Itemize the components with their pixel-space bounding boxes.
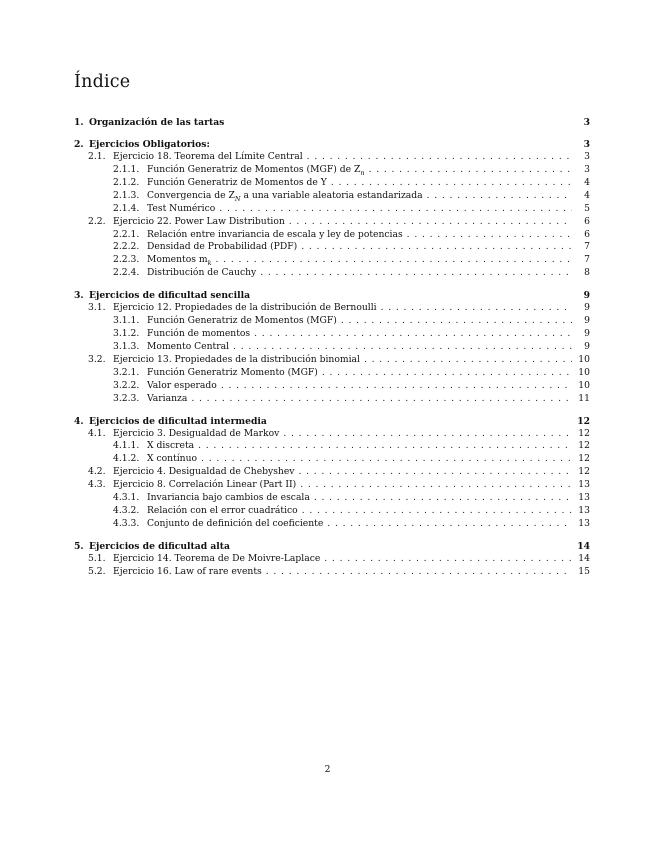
toc-subsubsection-entry[interactable] <box>74 190 590 203</box>
toc-page-number: 7 <box>584 241 590 253</box>
toc-entry-title: X discreta <box>147 440 195 452</box>
toc-entry-number: 3. <box>74 290 84 302</box>
toc-section-entry[interactable] <box>74 116 590 129</box>
toc-subsubsection-entry[interactable] <box>74 315 590 328</box>
toc-page-number: 13 <box>578 479 590 491</box>
toc-subsubsection-entry[interactable] <box>74 492 590 505</box>
toc-subsection-entry[interactable] <box>74 302 590 315</box>
toc-subsection-entry[interactable] <box>74 151 590 164</box>
toc-page-number: 14 <box>577 540 590 552</box>
toc-leader-dots <box>254 328 572 341</box>
toc-entry-number: 4.1.2. <box>113 453 140 465</box>
toc-subsubsection-entry[interactable] <box>74 203 590 216</box>
toc-page-number: 3 <box>583 117 590 128</box>
toc-entry-title: Organización de las tartas <box>89 117 225 128</box>
toc-entry-title: Ejercicio 18. Teorema del Límite Central <box>113 151 303 163</box>
toc-entry-number: 3.2.1. <box>113 366 140 378</box>
toc-leader-dots <box>327 518 572 531</box>
toc-entry-number: 2.1.1. <box>113 164 140 176</box>
toc-subsection-entry[interactable] <box>74 553 590 566</box>
toc-leader-dots <box>191 393 572 406</box>
toc-subsubsection-entry[interactable] <box>74 267 590 280</box>
toc-entry-number: 4.3.3. <box>113 517 140 529</box>
toc-leader-dots <box>283 428 572 441</box>
toc-entry-number: 3.2. <box>88 353 106 365</box>
toc-entry-subscript: k <box>207 259 212 268</box>
toc-entry-number: 5. <box>74 540 84 552</box>
toc-page-number: 13 <box>578 492 590 504</box>
toc-heading: Índice <box>74 72 131 92</box>
toc-leader-dots <box>369 164 572 177</box>
table-of-contents <box>74 116 590 579</box>
toc-leader-dots <box>298 466 572 479</box>
toc-subsubsection-entry[interactable] <box>74 328 590 341</box>
toc-leader-dots <box>300 479 572 492</box>
toc-entry-title: Ejercicio 8. Correlación Linear (Part II) <box>113 479 297 491</box>
toc-entry-number: 4.3.1. <box>113 492 140 504</box>
toc-subsection-entry[interactable] <box>74 466 590 479</box>
toc-leader-dots <box>216 254 572 267</box>
toc-entry-number: 1. <box>74 117 84 128</box>
page-number: 2 <box>324 764 331 775</box>
toc-leader-dots <box>201 453 572 466</box>
toc-entry-number: 4.2. <box>88 466 106 478</box>
toc-leader-dots <box>266 566 572 579</box>
toc-entry-number: 5.2. <box>88 565 106 577</box>
toc-page-number: 6 <box>584 215 590 227</box>
toc-page-number: 12 <box>578 453 590 465</box>
toc-leader-dots <box>289 216 572 229</box>
toc-entry-title: Valor esperado <box>147 379 217 391</box>
toc-subsubsection-entry[interactable] <box>74 367 590 380</box>
toc-section-entry[interactable] <box>74 415 590 428</box>
toc-leader-dots <box>219 203 572 216</box>
toc-page-number: 3 <box>584 164 590 176</box>
toc-entry-title: X contínuo <box>147 453 198 465</box>
toc-page-number: 13 <box>578 504 590 516</box>
toc-entry-number: 3.1. <box>88 302 106 314</box>
toc-entry-title: Función Generatriz Momento (MGF) <box>147 366 318 378</box>
toc-entry-subscript: n <box>360 168 365 177</box>
toc-entry-title: Ejercicio 4. Desigualdad de Chebyshev <box>113 466 295 478</box>
toc-entry-number: 4.3.2. <box>113 504 140 516</box>
toc-entry-title: Ejercicio 13. Propiedades de la distribución binomial <box>113 353 360 365</box>
toc-entry-number: 4.1.1. <box>113 440 140 452</box>
toc-page-number: 7 <box>584 254 590 266</box>
toc-subsubsection-entry[interactable] <box>74 254 590 267</box>
toc-entry-number: 2. <box>74 139 84 151</box>
toc-entry-number: 3.1.2. <box>113 328 140 340</box>
toc-page-number: 9 <box>584 340 590 352</box>
toc-leader-dots <box>233 341 572 354</box>
toc-subsection-entry[interactable] <box>74 216 590 229</box>
toc-subsection-entry[interactable] <box>74 566 590 579</box>
toc-leader-dots <box>407 229 572 242</box>
toc-page-number: 4 <box>584 176 590 188</box>
toc-subsubsection-entry[interactable] <box>74 241 590 254</box>
toc-entry-title: Ejercicios de dificultad sencilla <box>89 290 251 302</box>
toc-entry-title: Ejercicio 14. Teorema de De Moivre-Laplace <box>113 552 321 564</box>
toc-leader-dots <box>322 367 572 380</box>
toc-entry-number: 3.2.2. <box>113 379 140 391</box>
toc-page-number: 9 <box>583 290 590 302</box>
toc-entry-title: Función Generatriz de Momentos (MGF) <box>147 315 337 327</box>
toc-page-number: 9 <box>584 315 590 327</box>
toc-entry-title: Ejercicios Obligatorios: <box>89 139 210 151</box>
toc-entry-title: Momento Central <box>147 340 230 352</box>
toc-entry-title: Ejercicio 12. Propiedades de la distribución de Bernoulli <box>113 302 377 314</box>
toc-leader-dots <box>381 302 572 315</box>
toc-section-entry[interactable] <box>74 540 590 553</box>
toc-entry-title: Función de momentos <box>147 328 251 340</box>
toc-entry-number: 2.1.3. <box>113 189 140 201</box>
toc-entry-number: 3.1.1. <box>113 315 140 327</box>
toc-page-number: 9 <box>584 328 590 340</box>
toc-subsubsection-entry[interactable] <box>74 380 590 393</box>
toc-entry-title: Función Generatriz de Momentos de Y <box>147 176 327 188</box>
toc-entry-title: Ejercicio 16. Law of rare events <box>113 565 262 577</box>
toc-leader-dots <box>307 151 572 164</box>
toc-entry-number: 2.2.2. <box>113 241 140 253</box>
toc-entry-number: 2.1.2. <box>113 176 140 188</box>
toc-subsection-entry[interactable] <box>74 428 590 441</box>
toc-entry-title: Varianza <box>147 392 188 404</box>
toc-page-number: 3 <box>583 139 590 151</box>
toc-page-number: 8 <box>584 267 590 279</box>
toc-subsubsection-entry[interactable] <box>74 229 590 242</box>
toc-leader-dots <box>427 190 572 203</box>
toc-leader-dots <box>364 354 572 367</box>
toc-leader-dots <box>260 267 572 280</box>
toc-subsubsection-entry[interactable] <box>74 341 590 354</box>
toc-entry-title: Momentos $m_k$ <box>147 254 212 268</box>
toc-section-entry[interactable] <box>74 138 590 151</box>
toc-entry-number: 4. <box>74 415 84 427</box>
toc-subsection-entry[interactable] <box>74 479 590 492</box>
toc-entry-number: 4.1. <box>88 427 106 439</box>
toc-entry-title: Invariancia bajo cambios de escala <box>147 492 310 504</box>
toc-leader-dots <box>314 492 572 505</box>
toc-page-number: 4 <box>584 189 590 201</box>
toc-entry-title: Test Numérico <box>147 202 216 214</box>
toc-entry-title: Función Generatriz de Momentos (MGF) de $Z_n$ <box>147 164 365 177</box>
toc-leader-dots <box>341 315 572 328</box>
toc-entry-number: 4.3. <box>88 479 106 491</box>
toc-page-number: 12 <box>578 466 590 478</box>
toc-entry-title: Relación entre invariancia de escala y ley de potencias <box>147 228 403 240</box>
toc-page-number: 14 <box>578 552 590 564</box>
toc-leader-dots <box>331 177 572 190</box>
toc-subsection-entry[interactable] <box>74 354 590 367</box>
toc-entry-title: Ejercicios de dificultad alta <box>89 540 230 552</box>
toc-entry-number: 5.1. <box>88 552 106 564</box>
toc-entry-title: Ejercicio 22. Power Law Distribution <box>113 215 285 227</box>
toc-page-number: 3 <box>584 151 590 163</box>
toc-leader-dots <box>301 241 572 254</box>
toc-entry-number: 2.2.3. <box>113 254 140 266</box>
toc-entry-number: 2.2.4. <box>113 267 140 279</box>
toc-entry-number: 2.1.4. <box>113 202 140 214</box>
toc-subsubsection-entry[interactable] <box>74 440 590 453</box>
toc-leader-dots <box>221 380 572 393</box>
toc-page-number: 15 <box>578 565 590 577</box>
toc-entry-title: Ejercicios de dificultad intermedia <box>89 415 267 427</box>
toc-page-number: 10 <box>578 366 590 378</box>
toc-page-number: 6 <box>584 228 590 240</box>
toc-page-number: 10 <box>578 379 590 391</box>
toc-subsubsection-entry[interactable] <box>74 453 590 466</box>
toc-page-number: 12 <box>578 427 590 439</box>
toc-leader-dots <box>198 440 572 453</box>
toc-page-number: 12 <box>578 440 590 452</box>
toc-entry-title: Distribución de Cauchy <box>147 267 257 279</box>
toc-entry-number: 3.1.3. <box>113 340 140 352</box>
toc-subsubsection-entry[interactable] <box>74 518 590 531</box>
toc-leader-dots <box>302 505 572 518</box>
toc-entry-subscript: N <box>234 194 241 203</box>
toc-subsubsection-entry[interactable] <box>74 177 590 190</box>
toc-subsubsection-entry[interactable] <box>74 393 590 406</box>
toc-page-number: 9 <box>584 302 590 314</box>
toc-leader-dots <box>324 553 572 566</box>
toc-entry-title: Convergencia de $Z_N$ a una variable aleatoria estandarizada <box>147 189 423 203</box>
toc-subsubsection-entry[interactable] <box>74 505 590 518</box>
toc-entry-number: 2.2. <box>88 215 106 227</box>
toc-page-number: 12 <box>577 415 590 427</box>
toc-page-number: 10 <box>578 353 590 365</box>
toc-entry-title: Conjunto de definición del coeficiente <box>147 517 324 529</box>
toc-section-entry[interactable] <box>74 289 590 302</box>
toc-subsubsection-entry[interactable] <box>74 164 590 177</box>
toc-entry-title: Relación con el error cuadrático <box>147 504 298 516</box>
toc-page-number: 5 <box>584 202 590 214</box>
toc-entry-number: 2.2.1. <box>113 228 140 240</box>
toc-page-number: 13 <box>578 517 590 529</box>
toc-entry-title: Ejercicio 3. Desigualdad de Markov <box>113 427 280 439</box>
toc-entry-number: 2.1. <box>88 151 106 163</box>
toc-page-number: 11 <box>578 392 590 404</box>
toc-entry-number: 3.2.3. <box>113 392 140 404</box>
toc-entry-title: Densidad de Probabilidad (PDF) <box>147 241 298 253</box>
